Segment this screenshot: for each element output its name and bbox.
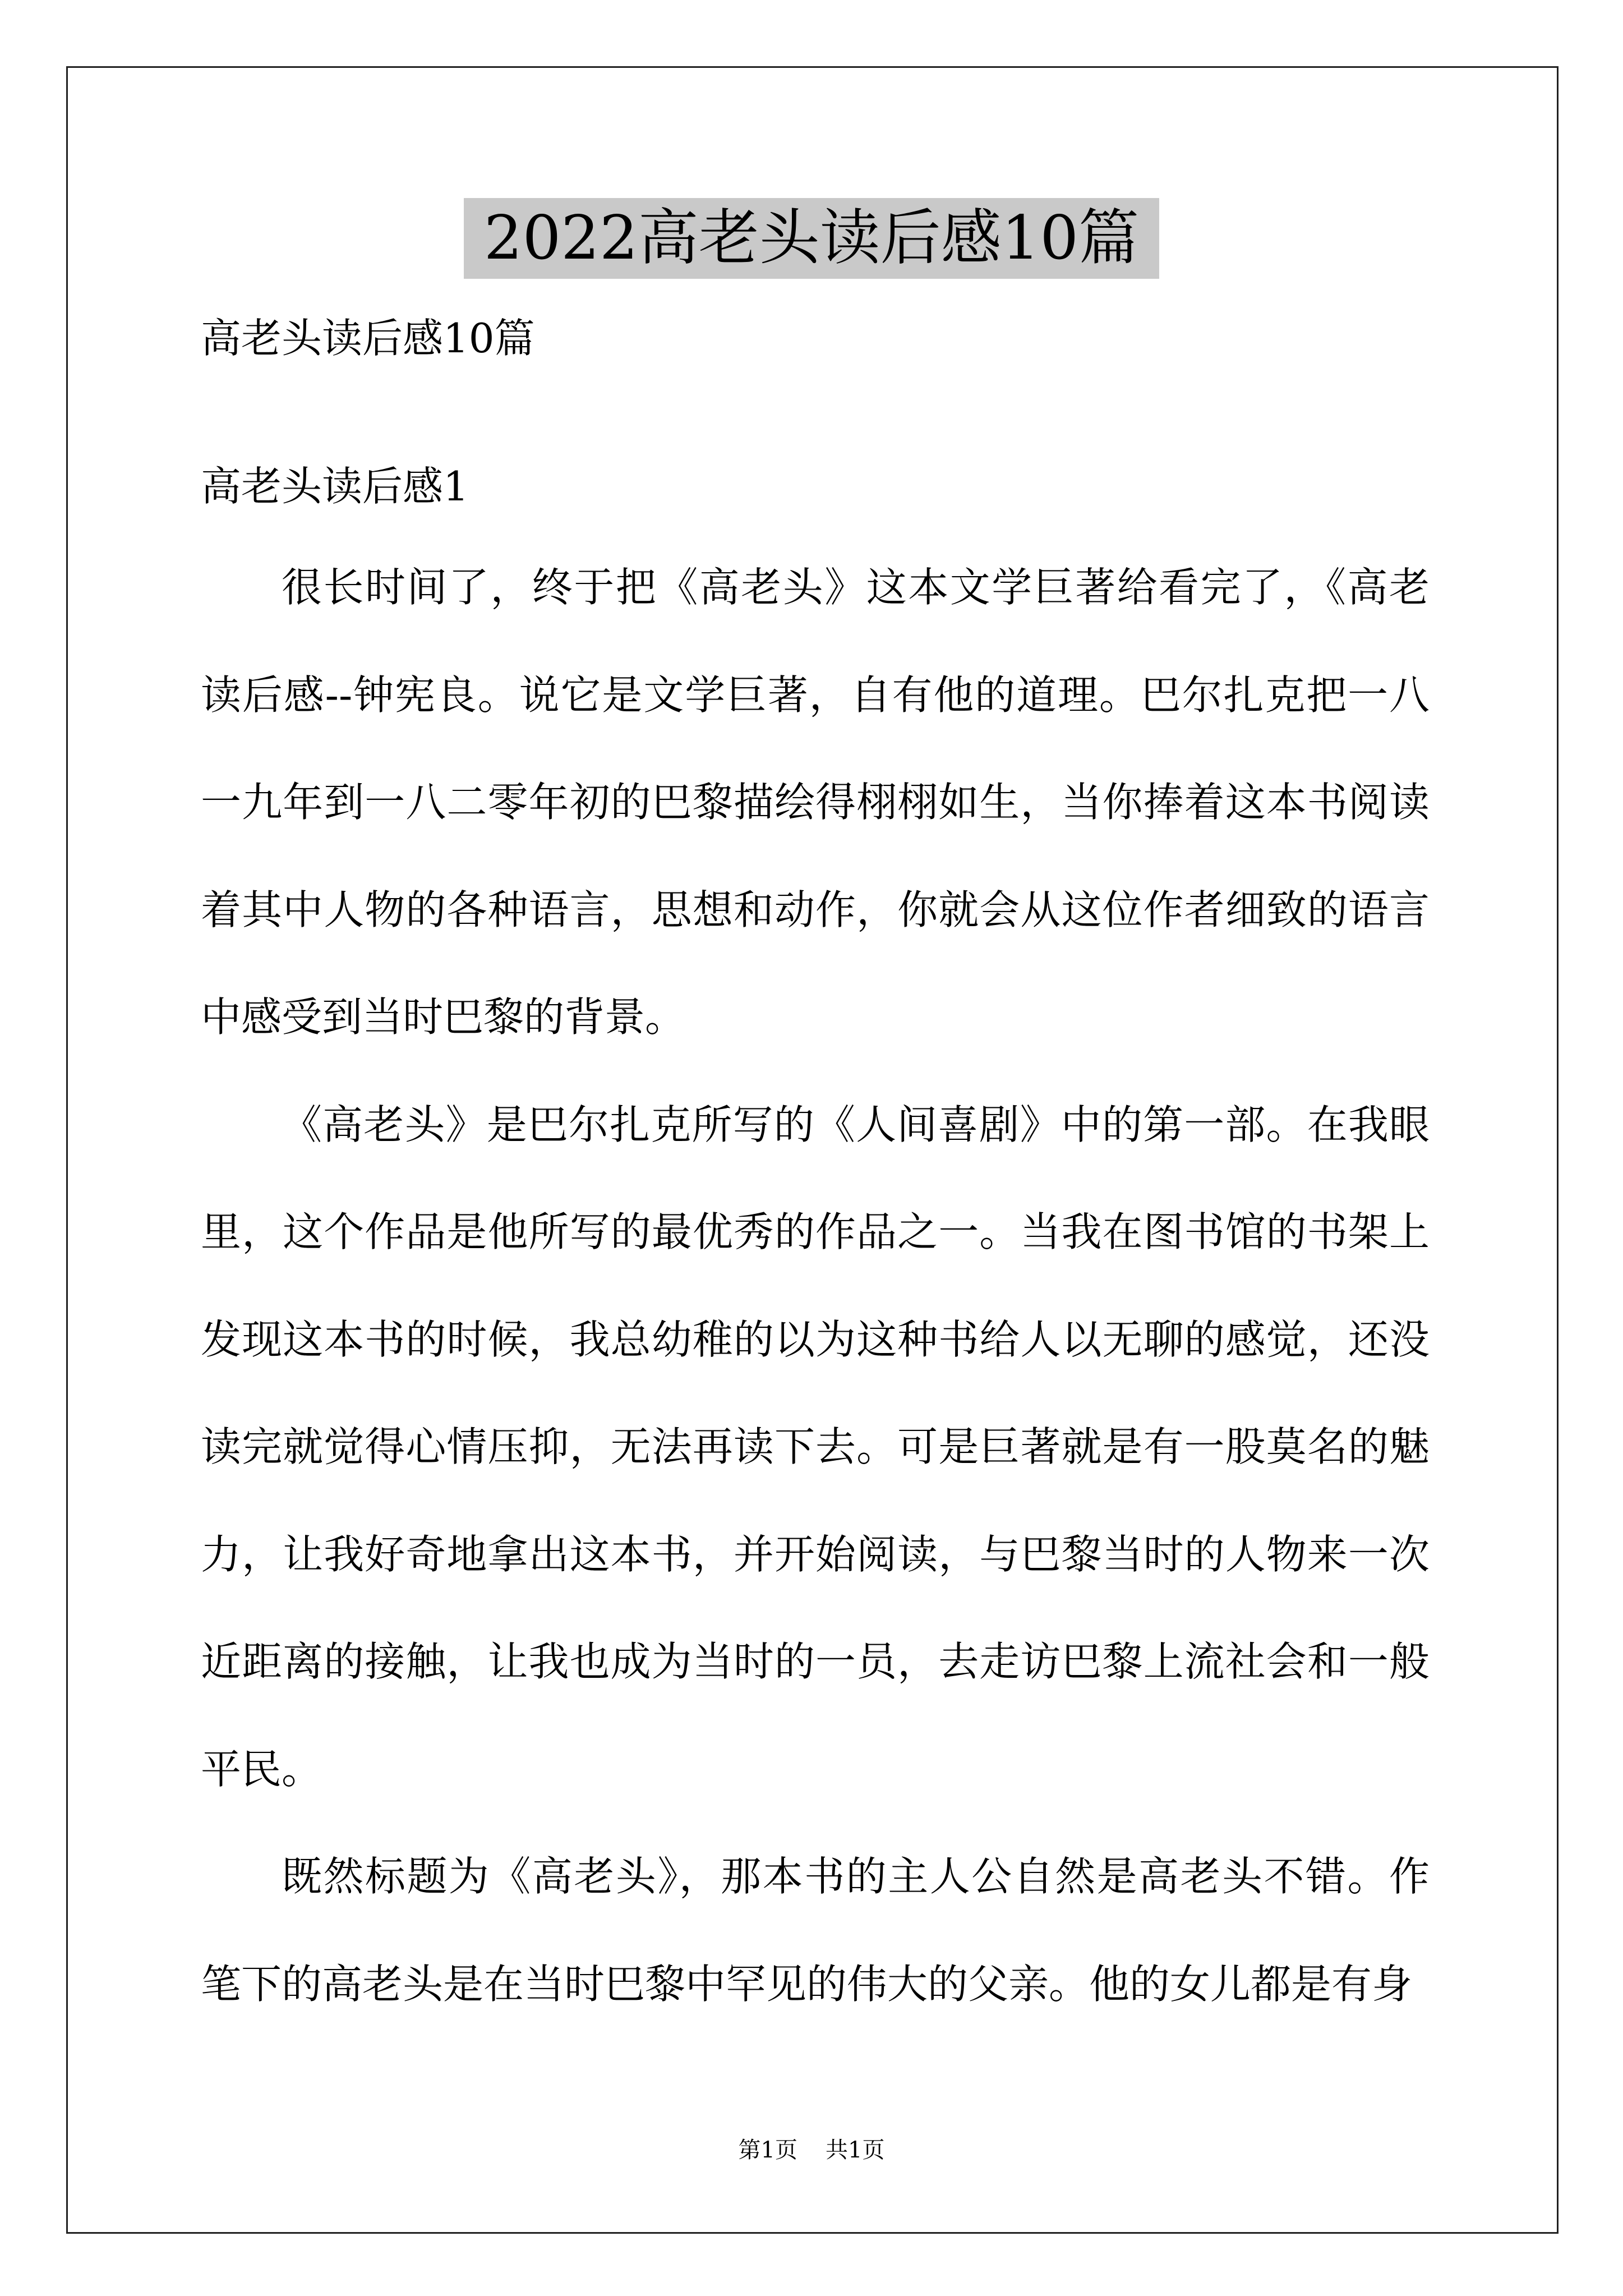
paragraph [201, 534, 1430, 1071]
paragraph [201, 1071, 1430, 1824]
text-line: 力，让我好奇地拿出这本书，并开始阅读，与巴黎当时的人物来一次 [201, 1530, 1430, 1578]
page-footer [0, 2133, 1623, 2167]
text-line: 平民。 [201, 1745, 322, 1793]
text-line: 里，这个作品是他所写的最优秀的作品之一。当我在图书馆的书架上 [201, 1208, 1430, 1255]
text-line: 读完就觉得心情压抑，无法再读下去。可是巨著就是有一股莫名的魅 [201, 1423, 1430, 1470]
text-line: 发现这本书的时候，我总幼稚的以为这种书给人以无聊的感觉，还没 [201, 1315, 1430, 1363]
text-line: 着其中人物的各种语言，思想和动作，你就会从这位作者细致的语言 [201, 886, 1430, 933]
page-total: 共1页 [826, 2137, 885, 2163]
text-line: 一九年到一八二零年初的巴黎描绘得栩栩如生，当你捧着这本书阅读 [201, 779, 1430, 826]
subheading-collection: 高老头读后感10篇 [201, 315, 535, 362]
body-text [201, 534, 1430, 2038]
text-line: 既然标题为《高老头》，那本书的主人公自然是高老头不错。作 [282, 1853, 1430, 1900]
text-line: 笔下的高老头是在当时巴黎中罕见的伟大的父亲。他的女儿都是有身 [201, 1960, 1413, 2008]
paragraph [201, 1823, 1430, 2038]
subheading-essay-1: 高老头读后感1 [201, 463, 469, 510]
title-block [0, 198, 1623, 279]
document-title: 2022高老头读后感10篇 [464, 198, 1159, 279]
text-line: 近距离的接触，让我也成为当时的一员，去走访巴黎上流社会和一般 [201, 1638, 1430, 1685]
text-line: 读后感--钟宪良。说它是文学巨著，自有他的道理。巴尔扎克把一八 [201, 671, 1430, 719]
page-number: 第1页 [738, 2137, 797, 2163]
text-line: 《高老头》是巴尔扎克所写的《人间喜剧》中的第一部。在我眼 [282, 1101, 1430, 1148]
text-line: 很长时间了，终于把《高老头》这本文学巨著给看完了，《高老 [282, 564, 1430, 611]
text-line: 中感受到当时巴黎的背景。 [201, 993, 686, 1041]
